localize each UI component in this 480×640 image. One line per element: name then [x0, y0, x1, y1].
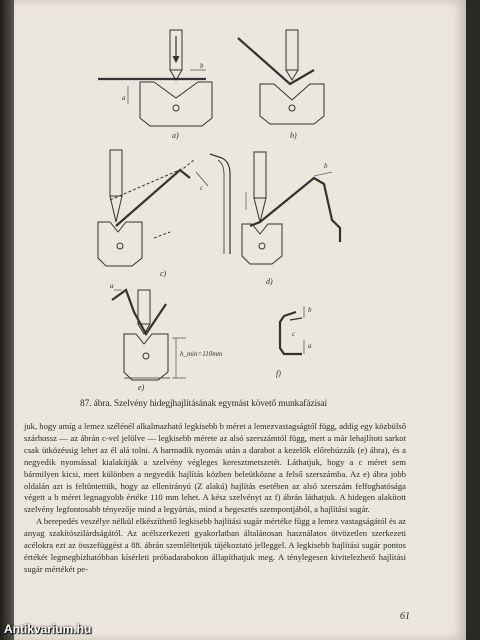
page-number: 61 [400, 611, 410, 622]
bending-figure [14, 0, 466, 396]
die-hole [173, 105, 179, 111]
figure-panel-c [98, 150, 230, 278]
upper-punch [254, 152, 266, 198]
dim-label-b: b [324, 162, 328, 170]
panel-label-c: c) [160, 269, 167, 278]
arrow-head [173, 56, 179, 62]
upper-punch [286, 30, 298, 70]
lower-die [124, 334, 168, 380]
dim-label-b: b [200, 62, 204, 70]
figure-panel-e [110, 282, 222, 392]
dim-label-c: c [292, 330, 296, 338]
book-gutter [0, 0, 14, 640]
upper-punch [110, 150, 122, 196]
figure-panel-d [242, 152, 340, 286]
dim-label-b: b [308, 306, 312, 314]
paragraph: A berepedés veszélye nélkül elkészíthető legkisebb hajlítási sugár mértéke függ a lemez vastagságától és az anyag szakítószilárdságától. Az acélszerkezeti gyakorlatban általánosan használatos ötvözetlen szerkezeti acélokra ezt az összefüggést a 88. ábrán szemléltetjük tájékoztató jelleggel. A legkisebb hajlítási sugár pontos értékét legmegbízhatóbban kísérleti próbadarabokon állapíthatjuk meg. A ténylegesen kivitelezhető hajlítási sugár mértékét pe- [24, 516, 406, 574]
body-text [24, 421, 406, 576]
figure-panel-f [276, 306, 312, 378]
book-page [14, 0, 466, 640]
lower-die [260, 84, 324, 124]
panel-label-e: e) [138, 383, 145, 392]
lower-die [140, 82, 212, 126]
frame-outline [210, 154, 230, 254]
bent-sheet [238, 38, 314, 84]
lower-die [242, 224, 282, 264]
panel-label-b: b) [290, 131, 297, 140]
dim-label-hmin: h_min=110mm [180, 350, 223, 358]
panel-label-f: f) [276, 369, 281, 378]
dim-label-a: a [122, 94, 126, 102]
lower-die [98, 222, 142, 266]
figure-panel-b [238, 30, 324, 140]
panel-label-d: d) [266, 277, 273, 286]
z-profile-sheet [112, 290, 166, 334]
dim-label-a: a [110, 282, 114, 290]
bent-sheet [116, 170, 190, 226]
panel-label-a: a) [172, 131, 179, 140]
watermark: Antikvarium.hu [4, 622, 92, 636]
dim-label-a: a [308, 342, 312, 350]
dim-label-c: c [200, 184, 204, 192]
paragraph: juk, hogy amíg a lemez szélénél alkalmazható legkisebb b méret a lemezvastagságtól függ, addig egy közbülső szárhossz — az ábrán c-vel jelölve — legkisebb mérete az alsó szerszámtól függ, mert a már lehajlított sarkot csak ütközéssig lehet az él alá tolni. A harmadik nyomás után a darabot a kezelők előrehúzzák (e) ábra), és a negyedik nyomással kialakítják a szelvény végleges keresztmetszetét. Láthatjuk, hogy a c méret sem bármilyen kicsi, mert különben a negyedik hajlítás közben beleütközne a felső szerszámba. Az e) ábra jobb oldalán azt is feltüntettük, hogy az ellenirányú (Z alakú) hajlítás esetében az alsó szerszám felfoghatósága végett a b méret legnagyobb értéke 110 mm lehet. A kész szelvényt az f) ábrán láthatjuk. A hidegen alakított szelvény legfontosabb tényezője mind a legyártás, mind a hegesztés szempontjából, a hajlítási sugár. [24, 421, 406, 515]
upper-punch [138, 290, 150, 324]
figure-caption: 87. ábra. Szelvény hidegjhajlításának egymást követő munkafázisai [80, 399, 328, 409]
figure-panel-a [98, 30, 212, 140]
